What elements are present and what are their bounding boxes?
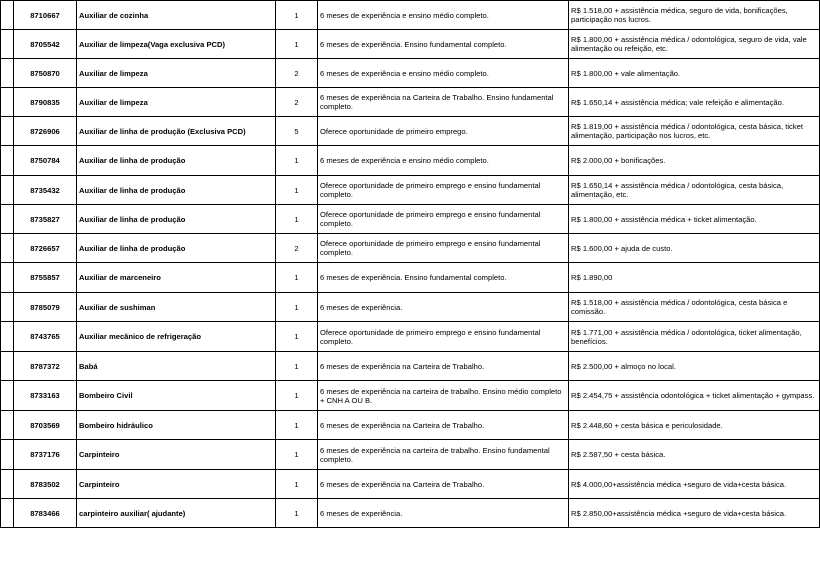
salary-benefits: R$ 1.518,00 + assistência médica, seguro de vida, bonificações, participação nos lucros.: [569, 1, 820, 30]
vacancy-code: 8755857: [14, 263, 77, 293]
job-title: Auxiliar de limpeza(Vaga exclusiva PCD): [77, 30, 276, 59]
vacancy-count: 1: [276, 293, 318, 322]
table-row: [1, 440, 820, 470]
salary-benefits: R$ 1.819,00 + assistência médica / odontológica, cesta básica, ticket alimentação, participação nos lucros, etc.: [569, 117, 820, 146]
requirements: 6 meses de experiência na Carteira de Trabalho.: [318, 352, 569, 381]
vacancy-code: 8735432: [14, 176, 77, 205]
requirements: 6 meses de experiência na Carteira de Trabalho.: [318, 411, 569, 440]
vacancy-count: 1: [276, 322, 318, 352]
salary-benefits: R$ 2.448,60 + cesta básica e periculosidade.: [569, 411, 820, 440]
vacancy-count: 1: [276, 411, 318, 440]
row-blank-cell: [1, 117, 14, 146]
table-row: [1, 205, 820, 234]
vacancy-count: 2: [276, 88, 318, 117]
job-title: Auxiliar de cozinha: [77, 1, 276, 30]
table-row: [1, 381, 820, 411]
salary-benefits: R$ 1.890,00: [569, 263, 820, 293]
vacancy-count: 1: [276, 499, 318, 528]
table-row: [1, 234, 820, 263]
row-blank-cell: [1, 1, 14, 30]
job-title: Carpinteiro: [77, 470, 276, 499]
row-blank-cell: [1, 205, 14, 234]
vacancy-code: 8737176: [14, 440, 77, 470]
salary-benefits: R$ 4.000,00+assistência médica +seguro de vida+cesta básica.: [569, 470, 820, 499]
row-blank-cell: [1, 146, 14, 176]
requirements: 6 meses de experiência na carteira de trabalho. Ensino fundamental completo.: [318, 440, 569, 470]
table-row: [1, 176, 820, 205]
salary-benefits: R$ 1.518,00 + assistência médica / odontológica, cesta básica e comissão.: [569, 293, 820, 322]
vacancy-code: 8790835: [14, 88, 77, 117]
requirements: 6 meses de experiência.: [318, 499, 569, 528]
vacancy-code: 8785079: [14, 293, 77, 322]
job-rows: [1, 1, 820, 528]
vacancy-code: 8726906: [14, 117, 77, 146]
vacancy-code: 8750784: [14, 146, 77, 176]
requirements: 6 meses de experiência e ensino médio completo.: [318, 59, 569, 88]
table-row: [1, 322, 820, 352]
vacancy-count: 1: [276, 263, 318, 293]
table-row: [1, 293, 820, 322]
requirements: Oferece oportunidade de primeiro emprego e ensino fundamental completo.: [318, 234, 569, 263]
vacancy-count: 1: [276, 440, 318, 470]
vacancy-count: 1: [276, 205, 318, 234]
row-blank-cell: [1, 411, 14, 440]
requirements: 6 meses de experiência na Carteira de Trabalho. Ensino fundamental completo.: [318, 88, 569, 117]
table-row: [1, 146, 820, 176]
job-title: Auxiliar de linha de produção: [77, 176, 276, 205]
job-title: Bombeiro Civil: [77, 381, 276, 411]
vacancy-count: 1: [276, 381, 318, 411]
salary-benefits: R$ 1.650,14 + assistência médica; vale refeição e alimentação.: [569, 88, 820, 117]
table-row: [1, 470, 820, 499]
requirements: Oferece oportunidade de primeiro emprego e ensino fundamental completo.: [318, 205, 569, 234]
row-blank-cell: [1, 293, 14, 322]
requirements: 6 meses de experiência e ensino médio completo.: [318, 146, 569, 176]
vacancy-code: 8703569: [14, 411, 77, 440]
requirements: 6 meses de experiência. Ensino fundamental completo.: [318, 30, 569, 59]
row-blank-cell: [1, 234, 14, 263]
table-row: [1, 352, 820, 381]
row-blank-cell: [1, 470, 14, 499]
row-blank-cell: [1, 88, 14, 117]
salary-benefits: R$ 2.850,00+assistência médica +seguro de vida+cesta básica.: [569, 499, 820, 528]
row-blank-cell: [1, 440, 14, 470]
salary-benefits: R$ 2.500,00 + almoço no local.: [569, 352, 820, 381]
vacancy-code: 8743765: [14, 322, 77, 352]
row-blank-cell: [1, 176, 14, 205]
salary-benefits: R$ 1.600,00 + ajuda de custo.: [569, 234, 820, 263]
job-title: carpinteiro auxiliar( ajudante): [77, 499, 276, 528]
salary-benefits: R$ 2.587,50 + cesta básica.: [569, 440, 820, 470]
row-blank-cell: [1, 499, 14, 528]
salary-benefits: R$ 2.454,75 + assistência odontológica + ticket alimentação + gympass.: [569, 381, 820, 411]
job-title: Auxiliar de linha de produção: [77, 205, 276, 234]
salary-benefits: R$ 1.800,00 + assistência médica + ticket alimentação.: [569, 205, 820, 234]
vacancy-count: 1: [276, 352, 318, 381]
job-title: Carpinteiro: [77, 440, 276, 470]
requirements: Oferece oportunidade de primeiro emprego e ensino fundamental completo.: [318, 176, 569, 205]
job-title: Bombeiro hidráulico: [77, 411, 276, 440]
requirements: 6 meses de experiência na carteira de trabalho. Ensino médio completo + CNH A OU B.: [318, 381, 569, 411]
table-row: [1, 59, 820, 88]
table-row: [1, 1, 820, 30]
vacancy-code: 8783466: [14, 499, 77, 528]
job-title: Auxiliar mecânico de refrigeração: [77, 322, 276, 352]
vacancy-code: 8783502: [14, 470, 77, 499]
vacancy-count: 2: [276, 59, 318, 88]
table-row: [1, 263, 820, 293]
row-blank-cell: [1, 322, 14, 352]
table-row: [1, 499, 820, 528]
vacancy-code: 8710667: [14, 1, 77, 30]
requirements: 6 meses de experiência na Carteira de Trabalho.: [318, 470, 569, 499]
vacancy-code: 8750870: [14, 59, 77, 88]
salary-benefits: R$ 1.650,14 + assistência médica / odontológica, cesta básica, alimentação, etc.: [569, 176, 820, 205]
vacancy-count: 1: [276, 146, 318, 176]
row-blank-cell: [1, 59, 14, 88]
job-title: Auxiliar de linha de produção: [77, 234, 276, 263]
job-title: Auxiliar de sushiman: [77, 293, 276, 322]
salary-benefits: R$ 1.800,00 + vale alimentação.: [569, 59, 820, 88]
vacancy-count: 1: [276, 1, 318, 30]
vacancy-code: 8735827: [14, 205, 77, 234]
job-title: Auxiliar de limpeza: [77, 59, 276, 88]
row-blank-cell: [1, 30, 14, 59]
vacancy-code: 8733163: [14, 381, 77, 411]
job-title: Babá: [77, 352, 276, 381]
table-row: [1, 411, 820, 440]
salary-benefits: R$ 2.000,00 + bonificações.: [569, 146, 820, 176]
row-blank-cell: [1, 381, 14, 411]
vacancy-code: 8726657: [14, 234, 77, 263]
requirements: 6 meses de experiência.: [318, 293, 569, 322]
page-margin: [0, 549, 820, 580]
job-title: Auxiliar de marceneiro: [77, 263, 276, 293]
vacancy-count: 1: [276, 30, 318, 59]
table-row: [1, 30, 820, 59]
vacancy-code: 8705542: [14, 30, 77, 59]
table-row: [1, 88, 820, 117]
vacancy-code: 8787372: [14, 352, 77, 381]
requirements: Oferece oportunidade de primeiro emprego e ensino fundamental completo.: [318, 322, 569, 352]
vacancy-count: 2: [276, 234, 318, 263]
vacancy-count: 5: [276, 117, 318, 146]
vacancy-count: 1: [276, 470, 318, 499]
requirements: 6 meses de experiência e ensino médio completo.: [318, 1, 569, 30]
salary-benefits: R$ 1.800,00 + assistência médica / odontológica, seguro de vida, vale alimentação ou refeição, etc.: [569, 30, 820, 59]
vacancy-count: 1: [276, 176, 318, 205]
row-blank-cell: [1, 352, 14, 381]
requirements: 6 meses de experiência. Ensino fundamental completo.: [318, 263, 569, 293]
row-blank-cell: [1, 263, 14, 293]
requirements: Oferece oportunidade de primeiro emprego.: [318, 117, 569, 146]
job-title: Auxiliar de limpeza: [77, 88, 276, 117]
table-row: [1, 117, 820, 146]
job-title: Auxiliar de linha de produção (Exclusiva PCD): [77, 117, 276, 146]
job-title: Auxiliar de linha de produção: [77, 146, 276, 176]
salary-benefits: R$ 1.771,00 + assistência médica / odontológica, ticket alimentação, benefícios.: [569, 322, 820, 352]
